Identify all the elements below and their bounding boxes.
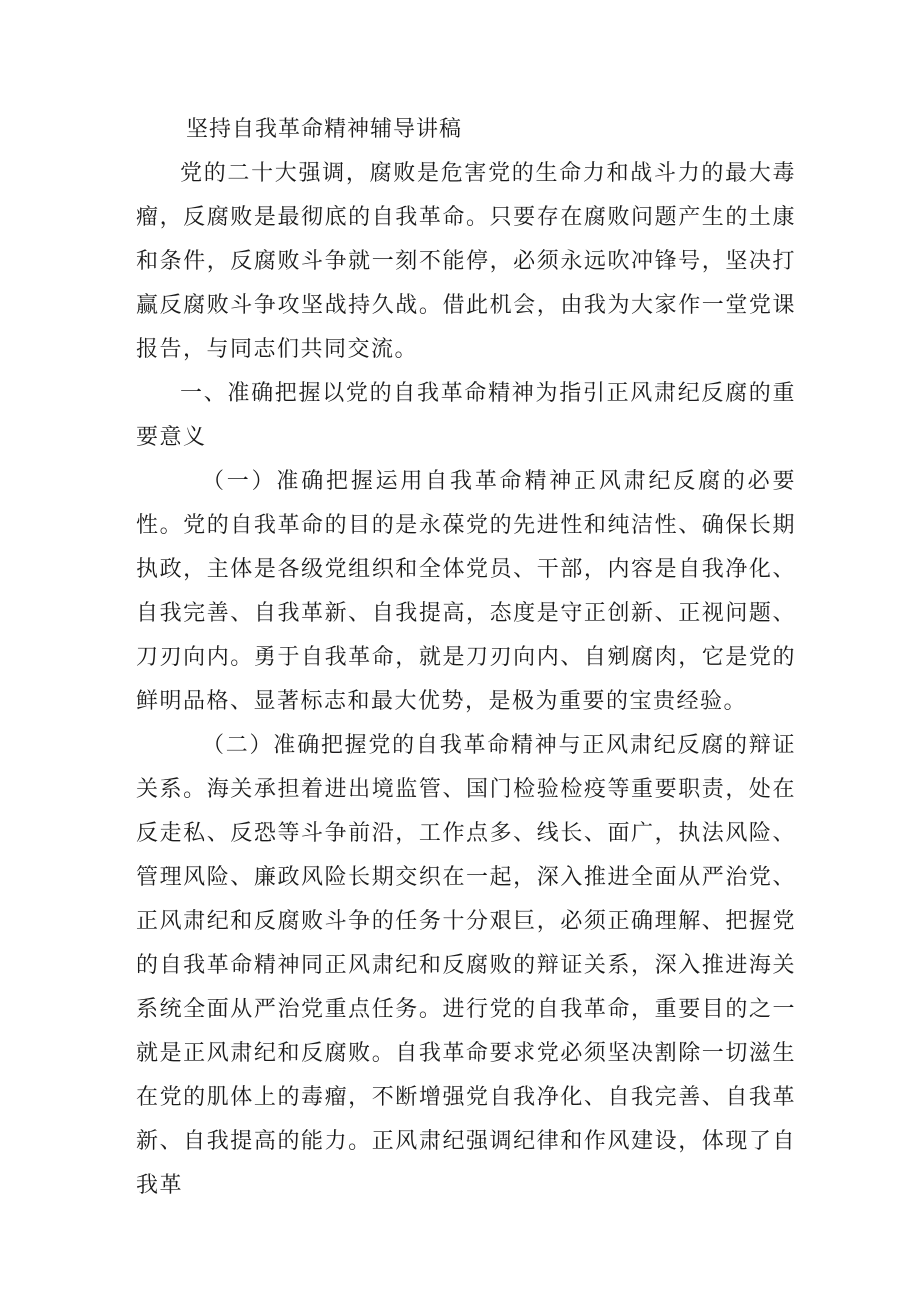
section-heading-1: 一、准确把握以党的自我革命精神为指引正风肃纪反腐的重要意义 (136, 381, 796, 450)
paragraph-subsection-1: （一）准确把握运用自我革命精神正风肃纪反腐的必要性。党的自我革命的目的是永葆党的先进性和纯洁性、确保长期执政，主体是各级党组织和全体党员、干部，内容是自我净化、自我完善、自我革新、自我提高，态度是守正创新、正视问题、刀刃向内。勇于自我革命，就是刀刃向内、自剜腐肉，它是党的鲜明品格、显著标志和最大优势，是极为重要的宝贵经验。 (136, 469, 796, 714)
document-body (136, 108, 796, 1208)
paragraph-intro: 党的二十大强调，腐败是危害党的生命力和战斗力的最大毒瘤，反腐败是最彻底的自我革命。只要存在腐败问题产生的土康和条件，反腐败斗争就一刻不能停，必须永远吹冲锋号，坚决打赢反腐败斗争攻坚战持久战。借此机会，由我为大家作一堂党课报告，与同志们共同交流。 (136, 161, 796, 362)
document-title: 坚持自我革命精神辅导讲稿 (186, 117, 463, 142)
paragraph-subsection-2: （二）准确把握党的自我革命精神与正风肃纪反腐的辩证关系。海关承担着进出境监管、国门检验检疫等重要职责，处在反走私、反恐等斗争前沿，工作点多、线长、面广，执法风险、管理风险、廉政风险长期交织在一起，深入推进全面从严治党、正风肃纪和反腐败斗争的任务十分艰巨，必须正确理解、把握党的自我革命精神同正风肃纪和反腐败的辩证关系，深入推进海关系统全面从严治党重点任务。进行党的自我革命，重要目的之一就是正风肃纪和反腐败。自我革命要求党必须坚决割除一切滋生在党的肌体上的毒瘤，不断增强党自我净化、自我完善、自我革新、自我提高的能力。正风肃纪强调纪律和作风建设，体现了自我革 (136, 733, 796, 1198)
